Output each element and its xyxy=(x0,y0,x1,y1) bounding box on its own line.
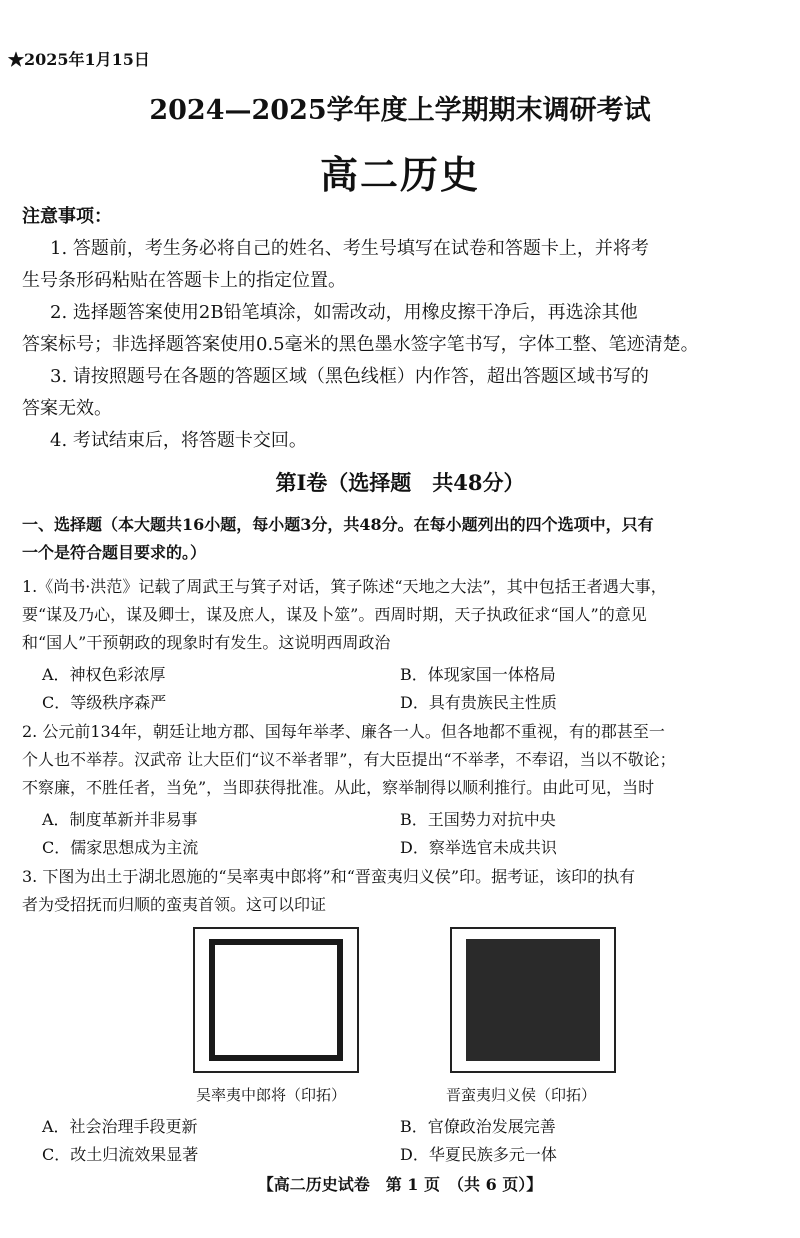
notice-line: 答案标号；非选择题答案使用0.5毫米的黑色墨水签字笔书写，字体工整、笔迹清楚。 xyxy=(22,334,699,355)
question-1-option-b[interactable]: B．体现家国一体格局 xyxy=(400,665,556,684)
subject-title: 高二历史 xyxy=(319,152,480,197)
exam-date: ★2025年1月15日 xyxy=(8,50,150,69)
seal-characters-right xyxy=(466,939,600,1061)
question-2-option-a[interactable]: A．制度革新并非易事 xyxy=(42,810,198,829)
notice-heading: 注意事项： xyxy=(22,206,112,227)
question-3-option-c[interactable]: C．改土归流效果显著 xyxy=(42,1145,199,1164)
question-1-line: 1.《尚书·洪范》记载了周武王与箕子对话，箕子陈述“天地之大法”，其中包括王者遇大事， xyxy=(22,577,667,596)
seal-rubbing-left xyxy=(193,927,359,1073)
question-3-option-d[interactable]: D．华夏民族多元一体 xyxy=(400,1145,557,1164)
question-2-line: 个人也不举荐。汉武帝 让大臣们“议不举者罪”，有大臣提出“不举孝，不奉诏，当以不敬论； xyxy=(22,750,676,769)
exam-title: 2024—2025学年度上学期期末调研考试 xyxy=(149,95,651,126)
question-3-option-b[interactable]: B．官僚政治发展完善 xyxy=(400,1117,556,1136)
page-footer: 【高二历史试卷 第 1 页 （共 6 页）】 xyxy=(257,1175,543,1194)
seal-characters-left xyxy=(209,939,343,1061)
notice-line: 2. 选择题答案使用2B铅笔填涂，如需改动，用橡皮擦干净后，再选涂其他 xyxy=(50,302,638,323)
question-2-option-c[interactable]: C．儒家思想成为主流 xyxy=(42,838,199,857)
question-2-line: 不察廉，不胜任者，当免”，当即获得批准。从此，察举制得以顺利推行。由此可见，当时 xyxy=(22,778,655,797)
question-3-option-a[interactable]: A．社会治理手段更新 xyxy=(42,1117,198,1136)
seal-caption-left: 吴率夷中郎将（印拓） xyxy=(196,1086,347,1104)
question-3-line: 者为受招抚而归顺的蛮夷首领。这可以印证 xyxy=(22,895,327,914)
question-1-option-c[interactable]: C．等级秩序森严 xyxy=(42,693,167,712)
seal-rubbing-right xyxy=(450,927,616,1073)
section-title: 第Ⅰ卷（选择题 共48分） xyxy=(275,470,525,495)
notice-line: 4. 考试结束后，将答题卡交回。 xyxy=(50,430,307,451)
question-1-line: 和“国人”干预朝政的现象时有发生。这说明西周政治 xyxy=(22,633,391,652)
question-2-line: 2. 公元前134年，朝廷让地方郡、国每年举孝、廉各一人。但各地都不重视，有的郡甚至一 xyxy=(22,722,665,741)
question-3-line: 3. 下图为出土于湖北恩施的“吴率夷中郎将”和“晋蛮夷归义侯”印。据考证，该印的执有 xyxy=(22,867,636,886)
question-1-line: 要“谋及乃心，谋及卿士，谋及庶人，谋及卜筮”。西周时期，天子执政征求“国人”的意见 xyxy=(22,605,647,624)
question-1-option-d[interactable]: D．具有贵族民主性质 xyxy=(400,693,557,712)
seal-caption-right: 晋蛮夷归义侯（印拓） xyxy=(446,1086,597,1104)
part-instruction: 一个是符合题目要求的。） xyxy=(22,543,207,562)
question-2-option-b[interactable]: B．王国势力对抗中央 xyxy=(400,810,556,829)
question-2-option-d[interactable]: D．察举选官未成共识 xyxy=(400,838,557,857)
part-instruction: 一、选择题（本大题共16小题，每小题3分，共48分。在每小题列出的四个选项中，只有 xyxy=(22,515,654,534)
notice-line: 3. 请按照题号在各题的答题区域（黑色线框）内作答，超出答题区域书写的 xyxy=(50,366,649,387)
notice-line: 生号条形码粘贴在答题卡上的指定位置。 xyxy=(22,270,346,291)
notice-line: 1. 答题前，考生务必将自己的姓名、考生号填写在试卷和答题卡上，并将考 xyxy=(50,238,649,259)
notice-line: 答案无效。 xyxy=(22,398,112,419)
question-1-option-a[interactable]: A．神权色彩浓厚 xyxy=(42,665,166,684)
